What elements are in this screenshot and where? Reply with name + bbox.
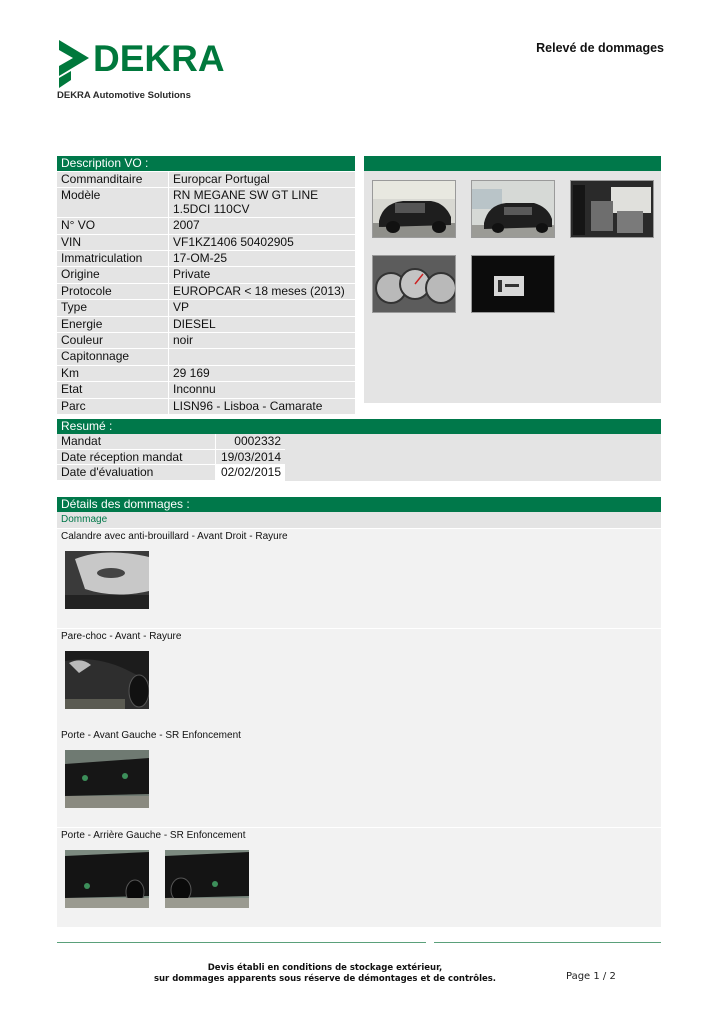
resume-value: 0002332 bbox=[215, 434, 285, 449]
resume-label: Date réception mandat bbox=[57, 450, 215, 465]
description-label: Etat bbox=[57, 382, 168, 397]
resume-row-mandat bbox=[57, 434, 285, 450]
description-table bbox=[57, 171, 355, 414]
description-row bbox=[57, 171, 355, 187]
description-value: 29 169 bbox=[169, 366, 355, 381]
footer-disclaimer bbox=[120, 963, 530, 985]
description-value: LISN96 - Lisboa - Camarate bbox=[169, 399, 355, 414]
damages-subheading: Dommage bbox=[57, 512, 661, 528]
description-value: Europcar Portugal bbox=[169, 172, 355, 187]
resume-table bbox=[57, 434, 661, 481]
description-row bbox=[57, 299, 355, 315]
description-value: DIESEL bbox=[169, 317, 355, 332]
description-row bbox=[57, 187, 355, 217]
footer-line-2: sur dommages apparents sous réserve de démontages et de contrôles. bbox=[153, 974, 497, 984]
resume-value: 19/03/2014 bbox=[215, 450, 285, 465]
damage-photo[interactable] bbox=[65, 551, 149, 609]
brand-subtitle: DEKRA Automotive Solutions bbox=[57, 90, 191, 101]
description-row bbox=[57, 365, 355, 381]
description-heading: Description VO : bbox=[57, 156, 355, 171]
brand-name: DEKRA bbox=[93, 38, 225, 79]
damages-heading: Détails des dommages : bbox=[57, 497, 661, 512]
resume-heading: Resumé : bbox=[57, 419, 661, 434]
description-value: Inconnu bbox=[169, 382, 355, 397]
car-rear-photo[interactable] bbox=[471, 180, 555, 238]
description-label: VIN bbox=[57, 235, 168, 250]
description-row bbox=[57, 217, 355, 233]
description-row bbox=[57, 332, 355, 348]
description-value: Private bbox=[169, 267, 355, 282]
description-label: Type bbox=[57, 300, 168, 315]
vin-plate-photo[interactable] bbox=[471, 255, 555, 313]
description-label: Commanditaire bbox=[57, 172, 168, 187]
photos-panel bbox=[364, 171, 661, 403]
footer-divider-left bbox=[57, 942, 426, 943]
description-label: Capitonnage bbox=[57, 349, 168, 364]
page-number: Page 1 / 2 bbox=[566, 971, 616, 982]
damage-label: Porte - Avant Gauche - SR Enfoncement bbox=[61, 730, 241, 741]
description-row bbox=[57, 234, 355, 250]
damage-item bbox=[57, 828, 661, 927]
damage-label: Pare-choc - Avant - Rayure bbox=[61, 631, 182, 642]
damage-photo[interactable] bbox=[65, 750, 149, 808]
description-label: N° VO bbox=[57, 218, 168, 233]
car-interior-photo[interactable] bbox=[570, 180, 654, 238]
description-label: Energie bbox=[57, 317, 168, 332]
description-row bbox=[57, 266, 355, 282]
car-front-photo[interactable] bbox=[372, 180, 456, 238]
description-value: VP bbox=[169, 300, 355, 315]
dashboard-photo[interactable] bbox=[372, 255, 456, 313]
resume-row-date-reception bbox=[57, 450, 285, 466]
description-label: Origine bbox=[57, 267, 168, 282]
description-row bbox=[57, 348, 355, 364]
damage-item bbox=[57, 728, 661, 827]
description-label: Immatriculation bbox=[57, 251, 168, 266]
damage-label: Porte - Arrière Gauche - SR Enfoncement bbox=[61, 830, 246, 841]
resume-row-date-evaluation bbox=[57, 465, 285, 481]
description-row bbox=[57, 398, 355, 414]
description-label: Protocole bbox=[57, 284, 168, 299]
damage-photo[interactable] bbox=[65, 850, 149, 908]
damage-item bbox=[57, 629, 661, 728]
description-value bbox=[169, 349, 355, 364]
description-row bbox=[57, 283, 355, 299]
description-value: 17-OM-25 bbox=[169, 251, 355, 266]
damage-photo[interactable] bbox=[165, 850, 249, 908]
resume-label: Mandat bbox=[57, 434, 215, 449]
description-value: VF1KZ1406 50402905 bbox=[169, 235, 355, 250]
description-value: RN MEGANE SW GT LINE 1.5DCI 110CV bbox=[169, 188, 355, 217]
description-row bbox=[57, 250, 355, 266]
resume-label: Date d'évaluation bbox=[57, 465, 215, 480]
description-row bbox=[57, 316, 355, 332]
description-label: Couleur bbox=[57, 333, 168, 348]
description-label: Parc bbox=[57, 399, 168, 414]
damage-item bbox=[57, 529, 661, 628]
description-row bbox=[57, 381, 355, 397]
description-value: EUROPCAR < 18 meses (2013) bbox=[169, 284, 355, 299]
footer-line-1: Devis établi en conditions de stockage extérieur, bbox=[207, 963, 443, 973]
description-label: Modèle bbox=[57, 188, 168, 217]
description-value: noir bbox=[169, 333, 355, 348]
photos-heading-bar bbox=[364, 156, 661, 171]
document-title: Relevé de dommages bbox=[536, 41, 664, 55]
resume-value: 02/02/2015 bbox=[215, 465, 285, 480]
description-label: Km bbox=[57, 366, 168, 381]
damage-photo[interactable] bbox=[65, 651, 149, 709]
damage-label: Calandre avec anti-brouillard - Avant Droit - Rayure bbox=[61, 531, 288, 542]
footer-divider-right bbox=[434, 942, 661, 943]
description-value: 2007 bbox=[169, 218, 355, 233]
